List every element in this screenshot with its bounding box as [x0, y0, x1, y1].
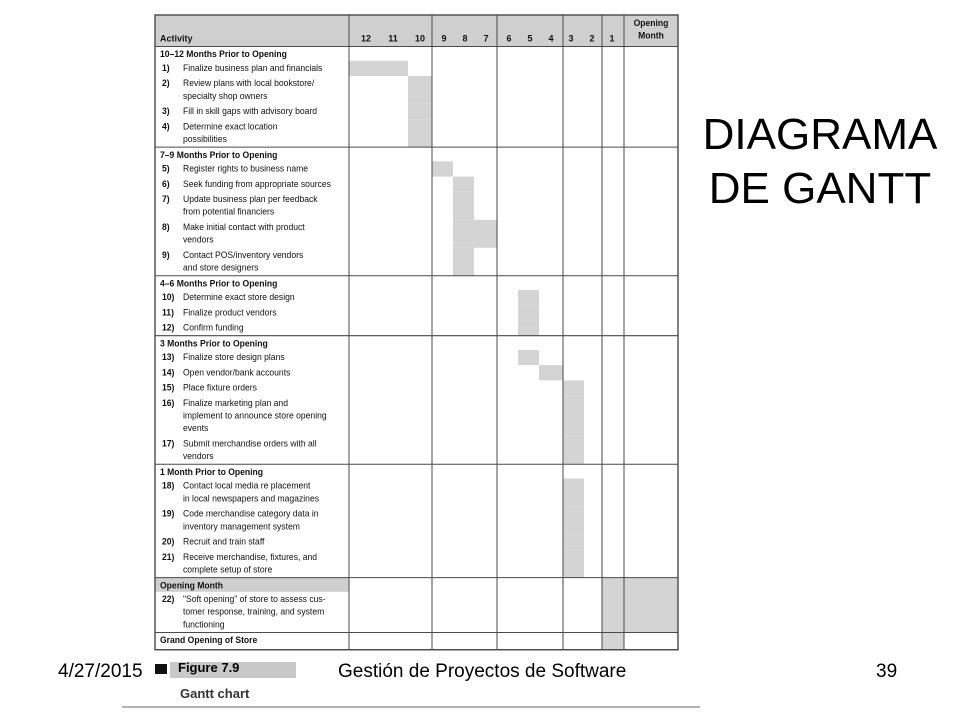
activity-label: Determine exact location	[183, 121, 278, 132]
activity-bar	[453, 177, 474, 192]
activity-label: in local newspapers and magazines	[183, 493, 320, 504]
figure-marker	[155, 664, 167, 674]
activity-bar	[518, 320, 539, 335]
activity-bar	[563, 396, 584, 437]
activity-label: possibilities	[183, 133, 227, 145]
month-header: 2	[589, 33, 595, 44]
activity-number: 7)	[162, 193, 170, 205]
activity-number: 11)	[162, 307, 174, 318]
activity-bar	[453, 192, 474, 220]
month-header: 7	[483, 33, 489, 44]
activity-number: 10)	[162, 292, 175, 303]
figure-label: Figure 7.9	[178, 660, 240, 675]
activity-label: Receive merchandise, fixtures, and	[183, 551, 318, 562]
activity-label: Seek funding from appropriate sources	[183, 178, 331, 189]
activity-label: specialty shop owners	[183, 90, 268, 101]
footer-title: Gestión de Proyectos de Software	[338, 661, 627, 682]
activity-number: 3)	[162, 106, 170, 117]
activity-number: 18)	[162, 480, 175, 491]
activity-label: events	[183, 423, 209, 434]
activity-bar	[563, 534, 584, 549]
activity-bar	[518, 350, 539, 365]
activity-bar	[563, 436, 584, 464]
activity-bar	[349, 61, 408, 76]
activity-label: tomer response, training, and system	[183, 606, 325, 617]
month-header: 10	[414, 33, 426, 44]
activity-bar	[408, 104, 432, 119]
activity-header: Activity	[160, 33, 193, 44]
activity-bar	[539, 365, 563, 380]
activity-number: 22)	[162, 593, 175, 604]
activity-label: functioning	[183, 619, 225, 630]
activity-label: Code merchandise category data in	[183, 508, 319, 519]
month-header: 1	[609, 33, 615, 44]
activity-number: 6)	[162, 178, 170, 189]
month-header: 8	[462, 33, 468, 44]
activity-number: 8)	[162, 221, 170, 232]
activity-label: Contact POS/inventory vendors	[183, 249, 304, 260]
activity-number: 5)	[162, 163, 170, 174]
month-header: 12	[360, 33, 372, 44]
activity-bar	[518, 305, 539, 320]
activity-number: 21)	[162, 551, 175, 562]
activity-bar	[408, 76, 432, 104]
figure-caption: Gantt chart	[180, 686, 250, 701]
section-title: Opening Month	[160, 580, 223, 591]
activity-label: vendors	[183, 451, 214, 462]
section-title: 3 Months Prior to Opening	[160, 338, 268, 349]
activity-bar	[602, 632, 624, 649]
section-title: 7–9 Months Prior to Opening	[160, 149, 278, 160]
month-header: 4	[548, 33, 554, 44]
activity-label: Finalize product vendors	[183, 307, 277, 318]
activity-number: 15)	[162, 382, 175, 393]
gantt-table	[155, 15, 678, 650]
activity-bar	[563, 380, 584, 395]
activity-label: complete setup of store	[183, 564, 273, 575]
activity-label: Place fixture orders	[183, 382, 257, 393]
activity-bar	[432, 161, 453, 176]
activity-number: 16)	[162, 397, 175, 408]
activity-number: 17)	[162, 438, 175, 449]
activity-bar	[518, 290, 539, 305]
opening-header: Opening	[633, 18, 669, 29]
activity-number: 2)	[162, 78, 170, 89]
opening-bar	[602, 578, 678, 633]
activity-number: 1)	[162, 62, 170, 73]
opening-header: Month	[638, 30, 664, 41]
slide-title-line-1: DIAGRAMA	[702, 110, 938, 159]
activity-bar	[563, 506, 584, 534]
activity-bar	[453, 220, 497, 248]
activity-label: and store designers	[183, 262, 259, 273]
slide-title-line-2: DE GANTT	[708, 164, 932, 213]
activity-label: Finalize store design plans	[183, 352, 285, 363]
activity-number: 12)	[162, 322, 175, 333]
activity-number: 9)	[162, 249, 170, 260]
section-title: 1 Month Prior to Opening	[160, 466, 264, 477]
activity-number: 20)	[162, 536, 175, 547]
activity-number: 19)	[162, 508, 175, 519]
activity-label: Determine exact store design	[183, 292, 295, 303]
activity-label: Submit merchandise orders with all	[183, 438, 317, 449]
month-header: 3	[568, 33, 574, 44]
month-header: 9	[441, 33, 447, 44]
activity-label: Make initial contact with product	[183, 221, 305, 232]
month-header: 5	[527, 33, 533, 44]
activity-label: inventory management system	[183, 521, 300, 532]
month-header: 6	[506, 33, 512, 44]
activity-bar	[408, 119, 432, 147]
activity-label: Contact local media re placement	[183, 480, 311, 491]
section-title: 10–12 Months Prior to Opening	[160, 49, 287, 60]
activity-label: vendors	[183, 234, 214, 245]
activity-label: Finalize marketing plan and	[183, 397, 288, 408]
activity-number: 13)	[162, 352, 175, 363]
activity-bar	[563, 478, 584, 506]
section-title: Grand Opening of Store	[160, 635, 258, 646]
activity-number: 14)	[162, 367, 175, 378]
slide-title	[700, 108, 940, 216]
activity-number: 4)	[162, 121, 170, 132]
month-header: 11	[388, 33, 398, 44]
activity-bar	[453, 248, 474, 276]
section-title: 4–6 Months Prior to Opening	[160, 278, 278, 289]
activity-label: from potential financiers	[183, 206, 275, 217]
activity-label: Confirm funding	[183, 322, 244, 333]
activity-label: Update business plan per feedback	[183, 193, 318, 205]
activity-label: Review plans with local bookstore/	[183, 78, 315, 89]
activity-label: Register rights to business name	[183, 163, 309, 174]
activity-label: implement to announce store opening	[183, 410, 327, 421]
footer-date: 4/27/2015	[58, 661, 143, 682]
activity-label: Fill in skill gaps with advisory board	[183, 106, 318, 117]
footer-page-number: 39	[876, 661, 898, 682]
activity-bar	[563, 550, 584, 578]
activity-label: Finalize business plan and financials	[183, 62, 323, 73]
activity-label: "Soft opening" of store to assess cus-	[183, 593, 326, 604]
activity-label: Recruit and train staff	[183, 536, 265, 547]
activity-label: Open vendor/bank accounts	[183, 367, 291, 378]
